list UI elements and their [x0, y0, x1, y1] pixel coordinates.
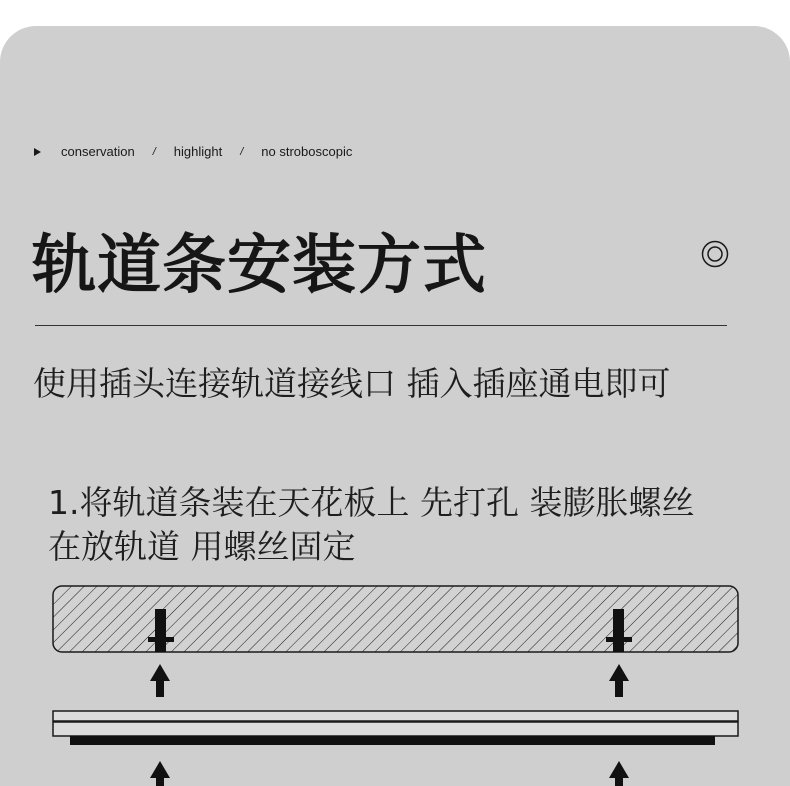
concentric-circle-icon: [701, 240, 729, 268]
up-arrow-icon: [150, 664, 170, 697]
step-line-2: 在放轨道 用螺丝固定: [48, 527, 356, 566]
tag-highlight: highlight: [173, 144, 223, 159]
installation-diagram: [0, 581, 790, 786]
tag-no-stroboscopic: no stroboscopic: [261, 144, 353, 159]
content-card: [0, 26, 790, 786]
feature-tags: [34, 144, 352, 159]
up-arrow-icon: [150, 761, 170, 786]
play-triangle-icon: [34, 148, 41, 156]
step-instruction: [48, 481, 758, 569]
tag-conservation: conservation: [61, 144, 135, 159]
tag-separator: /: [240, 145, 244, 158]
tag-separator: /: [152, 145, 156, 158]
step-line-1: 1.将轨道条装在天花板上 先打孔 装膨胀螺丝: [48, 483, 695, 522]
divider: [35, 325, 727, 326]
page-title: 轨道条安装方式: [32, 229, 487, 303]
up-arrow-icon: [609, 761, 629, 786]
track-strip: [53, 711, 738, 745]
subtitle: 使用插头连接轨道接线口 插入插座通电即可: [33, 364, 671, 403]
up-arrow-icon: [609, 664, 629, 697]
